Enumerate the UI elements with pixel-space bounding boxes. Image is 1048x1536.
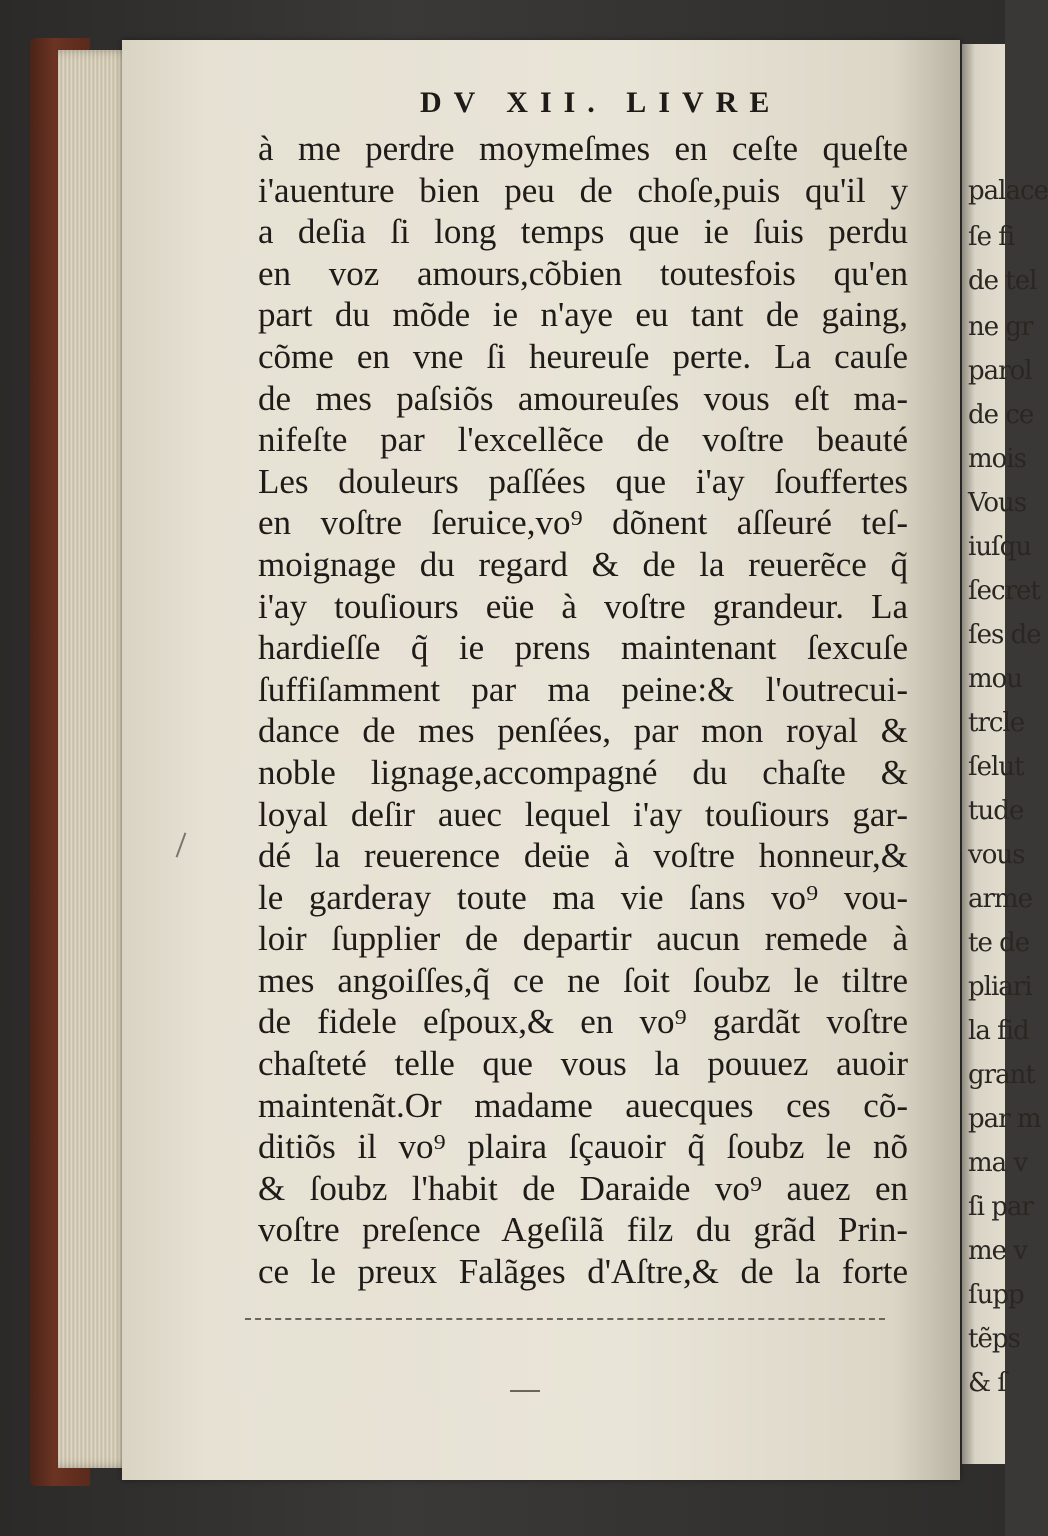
running-head: DV XII. LIVRE xyxy=(420,86,782,119)
text-line: nifeſte par l'excellẽce de voſtre beauté xyxy=(258,420,908,460)
text-line: & ſoubz l'habit de Daraide vo⁹ auez en xyxy=(258,1168,908,1208)
text-line: hardieſſe q̃ ie prens maintenant ſexcuſe xyxy=(258,628,908,668)
ink-underline xyxy=(245,1318,885,1320)
text-line: ce le preux Falãges d'Aſtre,& de la forte xyxy=(258,1252,908,1292)
facing-page-fragment: ſelut xyxy=(968,752,1024,782)
text-line: Les douleurs paſſées que i'ay ſouffertes xyxy=(258,461,908,501)
facing-page-fragment: ne gr xyxy=(968,312,1033,342)
facing-page-fragment: mou xyxy=(968,664,1023,694)
text-line: en voſtre ſeruice,vo⁹ dõnent aſſeuré teſ- xyxy=(258,503,908,543)
text-line: mes angoiſſes,q̃ ce ne ſoit ſoubz le tiltre xyxy=(258,960,908,1000)
text-line: loir ſupplier de departir aucun remede à xyxy=(258,919,908,959)
facing-page-fragment: ſupp xyxy=(968,1280,1024,1310)
text-line: part du mõde ie n'aye eu tant de gaing, xyxy=(258,295,908,335)
facing-page-fragment: ſes de xyxy=(968,620,1041,650)
facing-page-fragment: de tel xyxy=(968,266,1037,296)
facing-page-fragment: ma v xyxy=(968,1148,1028,1178)
text-line: moignage du regard & de la reuerẽce q̃ xyxy=(258,544,908,584)
facing-page-fragment: ſi par xyxy=(968,1192,1033,1222)
facing-page-fragment: ſecret xyxy=(968,576,1040,606)
text-line: voſtre preſence Ageſilã filz du grãd Prin- xyxy=(258,1210,908,1250)
facing-page-fragment: mois xyxy=(968,444,1026,474)
facing-page-fragment: par m xyxy=(968,1104,1041,1134)
text-line: i'ay touſiours eüe à voſtre grandeur. La xyxy=(258,586,908,626)
facing-page-fragment: la fid xyxy=(968,1016,1029,1046)
text-line: de mes paſsiõs amoureuſes vous eſt ma- xyxy=(258,378,908,418)
text-line: dance de mes penſées, par mon royal & xyxy=(258,711,908,751)
facing-page-fragment: arme xyxy=(968,884,1032,914)
facing-page-fragment: de ce xyxy=(968,400,1034,430)
facing-page-fragment: trcle xyxy=(968,708,1025,738)
text-line: chaſteté telle que vous la pouuez auoir xyxy=(258,1044,908,1084)
text-line: noble lignage,accompagné du chaſte & xyxy=(258,752,908,792)
text-line: ſuffiſamment par ma peine:& l'outrecui- xyxy=(258,669,908,709)
facing-page-edge xyxy=(962,44,1048,1464)
facing-page-fragment: & ſ xyxy=(968,1368,1007,1398)
text-line: maintenãt.Or madame auecques ces cõ- xyxy=(258,1085,908,1125)
facing-page-fragment: tude xyxy=(968,796,1024,826)
facing-page-fragment: vous xyxy=(968,840,1025,870)
text-line: ditiõs il vo⁹ plaira ſçauoir q̃ ſoubz le nõ xyxy=(258,1127,908,1167)
text-line: le garderay toute ma vie ſans vo⁹ vou- xyxy=(258,877,908,917)
text-line: i'auenture bien peu de choſe,puis qu'il y xyxy=(258,170,908,210)
facing-page-fragment: tẽps xyxy=(968,1324,1020,1354)
facing-page-fragment: grant xyxy=(968,1060,1035,1090)
text-line: loyal deſir auec lequel i'ay touſiours gar- xyxy=(258,794,908,834)
facing-page-fragment: iuſqu xyxy=(968,532,1032,562)
text-line: à me perdre moymeſmes en ceſte queſte xyxy=(258,129,908,168)
text-line: cõme en vne ſi heureuſe perte. La cauſe xyxy=(258,336,908,376)
page-text xyxy=(258,128,908,1293)
text-line: dé la reuerence deüe à voſtre honneur,& xyxy=(258,836,908,876)
text-line: en voz amours,cõbien toutesfois qu'en xyxy=(258,253,908,293)
facing-page-fragment: pliari xyxy=(968,972,1032,1002)
facing-page-fragment: te de xyxy=(968,928,1030,958)
facing-page-fragment: ſe fi xyxy=(968,222,1015,252)
text-line: a deſia ſi long temps que ie ſuis perdu xyxy=(258,212,908,252)
facing-page-fragment: parol xyxy=(968,356,1032,386)
facing-page-fragment: me v xyxy=(968,1236,1027,1266)
facing-page-fragment: palace xyxy=(968,176,1048,206)
facing-page-fragment: Vous xyxy=(968,488,1027,518)
page-tail-mark xyxy=(510,1390,540,1392)
text-line: de fidele eſpoux,& en vo⁹ gardãt voſtre xyxy=(258,1002,908,1042)
